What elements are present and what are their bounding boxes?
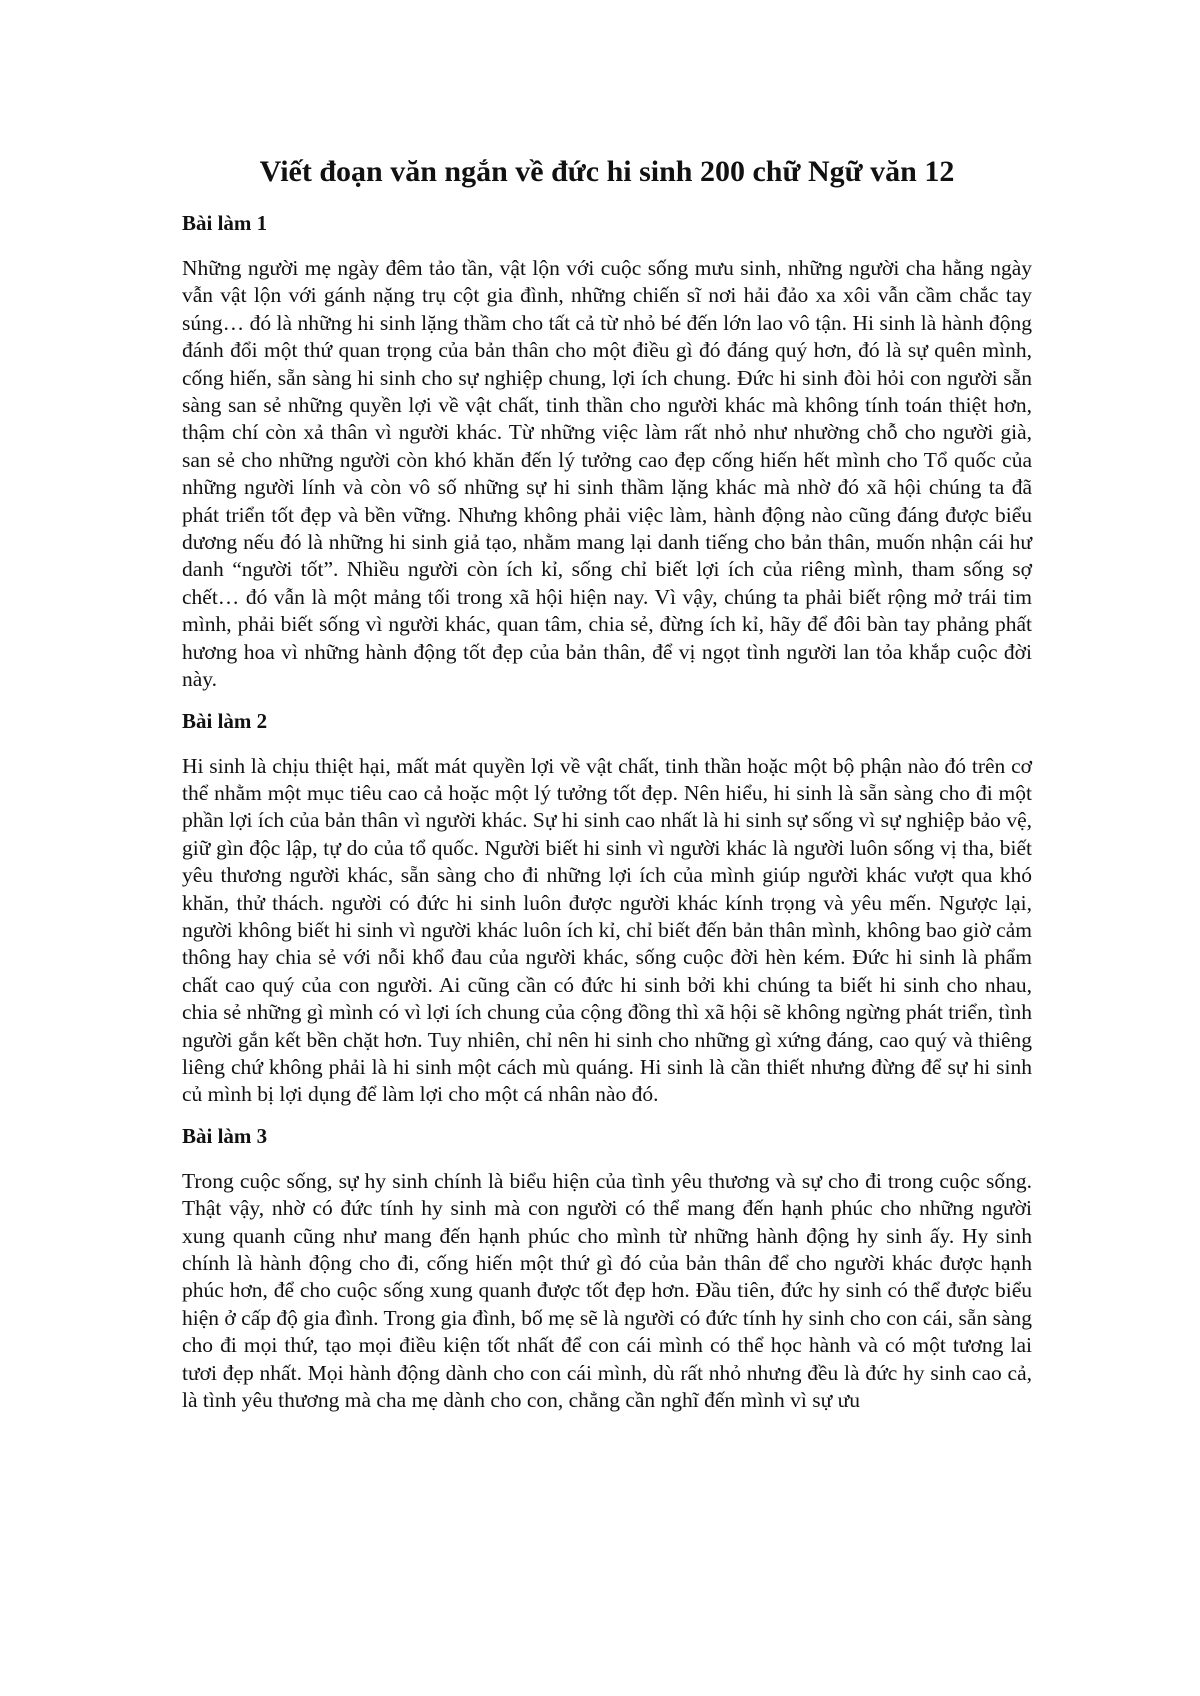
section-heading-3: Bài làm 3: [182, 1123, 268, 1148]
essay-section-1: [182, 206, 1032, 694]
section-body-2: Hi sinh là chịu thiệt hại, mất mát quyền lợi về vật chất, tinh thần hoặc một bộ phận nào đó trên cơ thể nhằm một mục tiêu cao cả hoặc một lý tưởng tốt đẹp. Nên hiểu, hi sinh là sẵn sàng cho đi một phần lợi ích của bản thân vì người khác. Sự hi sinh cao nhất là hi sinh sự sống vì sự nghiệp bảo vệ, giữ gìn độc lập, tự do của tổ quốc. Người biết hi sinh vì người khác là người luôn sống vị tha, biết yêu thương người khác, sẵn sàng cho đi những lợi ích của mình giúp người khác vượt qua khó khăn, thử thách. người có đức hi sinh luôn được người khác kính trọng và yêu mến. Ngược lại, người không biết hi sinh vì người khác luôn ích kỉ, chỉ biết đến bản thân mình, không bao giờ cảm thông hay chia sẻ với nỗi khổ đau của người khác, sống cuộc đời hèn kém. Đức hi sinh là phẩm chất cao quý của con người. Ai cũng cần có đức hi sinh bởi khi chúng ta biết hi sinh cho nhau, chia sẻ những gì mình có vì lợi ích chung của cộng đồng thì xã hội sẽ không ngừng phát triển, tình người gắn kết bền chặt hơn. Tuy nhiên, chỉ nên hi sinh cho những gì xứng đáng, cao quý và thiêng liêng chứ không phải là hi sinh một cách mù quáng. Hi sinh là cần thiết nhưng đừng để sự hi sinh củ mình bị lợi dụng để làm lợi cho một cá nhân nào đó.: [182, 753, 1032, 1107]
section-body-3: Trong cuộc sống, sự hy sinh chính là biểu hiện của tình yêu thương và sự cho đi trong cuộc sống. Thật vậy, nhờ có đức tính hy sinh mà con người có thể mang đến hạnh phúc cho những người xung quanh cũng như mang đến hạnh phúc cho mình từ những hành động hy sinh ấy. Hy sinh chính là hành động cho đi, cống hiến một thứ gì đó của bản thân để cho người khác được hạnh phúc hơn, để cho cuộc sống xung quanh được tốt đẹp hơn. Đầu tiên, đức hy sinh có thể được biểu hiện ở cấp độ gia đình. Trong gia đình, bố mẹ sẽ là người có đức tính hy sinh cho con cái, sẵn sàng cho đi mọi thứ, tạo mọi điều kiện tốt nhất để con cái mình có thể học hành và có một tương lai tươi đẹp nhất. Mọi hành động dành cho con cái mình, dù rất nhỏ nhưng đều là đức hy sinh cao cả, là tình yêu thương mà cha mẹ dành cho con, chẳng cần nghĩ đến mình vì sự ưu: [182, 1168, 1032, 1413]
section-heading-2: Bài làm 2: [182, 708, 268, 733]
section-body-1: Những người mẹ ngày đêm tảo tần, vật lộn với cuộc sống mưu sinh, những người cha hằng ngày vẫn vật lộn với gánh nặng trụ cột gia đình, những chiến sĩ nơi hải đảo xa xôi vẫn cầm chắc tay súng… đó là những hi sinh lặng thầm cho tất cả từ nhỏ bé đến lớn lao vô tận. Hi sinh là hành động đánh đổi một thứ quan trọng của bản thân cho một điều gì đó đáng quý hơn, đó là sự quên mình, cống hiến, sẵn sàng hi sinh cho sự nghiệp chung, lợi ích chung. Đức hi sinh đòi hỏi con người sẵn sàng san sẻ những quyền lợi về vật chất, tinh thần cho người khác mà không tính toán thiệt hơn, thậm chí còn xả thân vì người khác. Từ những việc làm rất nhỏ như nhường chỗ cho người già, san sẻ cho những người còn khó khăn đến lý tưởng cao đẹp cống hiến hết mình cho Tổ quốc của những người lính và còn vô số những sự hi sinh thầm lặng khác mà nhờ đó xã hội chúng ta đã phát triển tốt đẹp và bền vững. Nhưng không phải việc làm, hành động nào cũng đáng được biểu dương nếu đó là những hi sinh giả tạo, nhằm mang lại danh tiếng cho bản thân, muốn nhận cái hư danh “người tốt”. Nhiều người còn ích kỉ, sống chỉ biết lợi ích của riêng mình, tham sống sợ chết… đó vẫn là một mảng tối trong xã hội hiện nay. Vì vậy, chúng ta phải biết rộng mở trái tim mình, phải biết sống vì người khác, quan tâm, chia sẻ, đừng ích kỉ, hãy để đôi bàn tay phảng phất hương hoa vì những hành động tốt đẹp của bản thân, để vị ngọt tình người lan tỏa khắp cuộc đời này.: [182, 256, 1032, 692]
essay-section-3: [182, 1119, 1032, 1415]
section-heading-1: Bài làm 1: [182, 211, 268, 235]
essay-section-2: [182, 704, 1032, 1109]
page-title: Viết đoạn văn ngắn về đức hi sinh 200 chữ Ngữ văn 12: [259, 155, 955, 188]
